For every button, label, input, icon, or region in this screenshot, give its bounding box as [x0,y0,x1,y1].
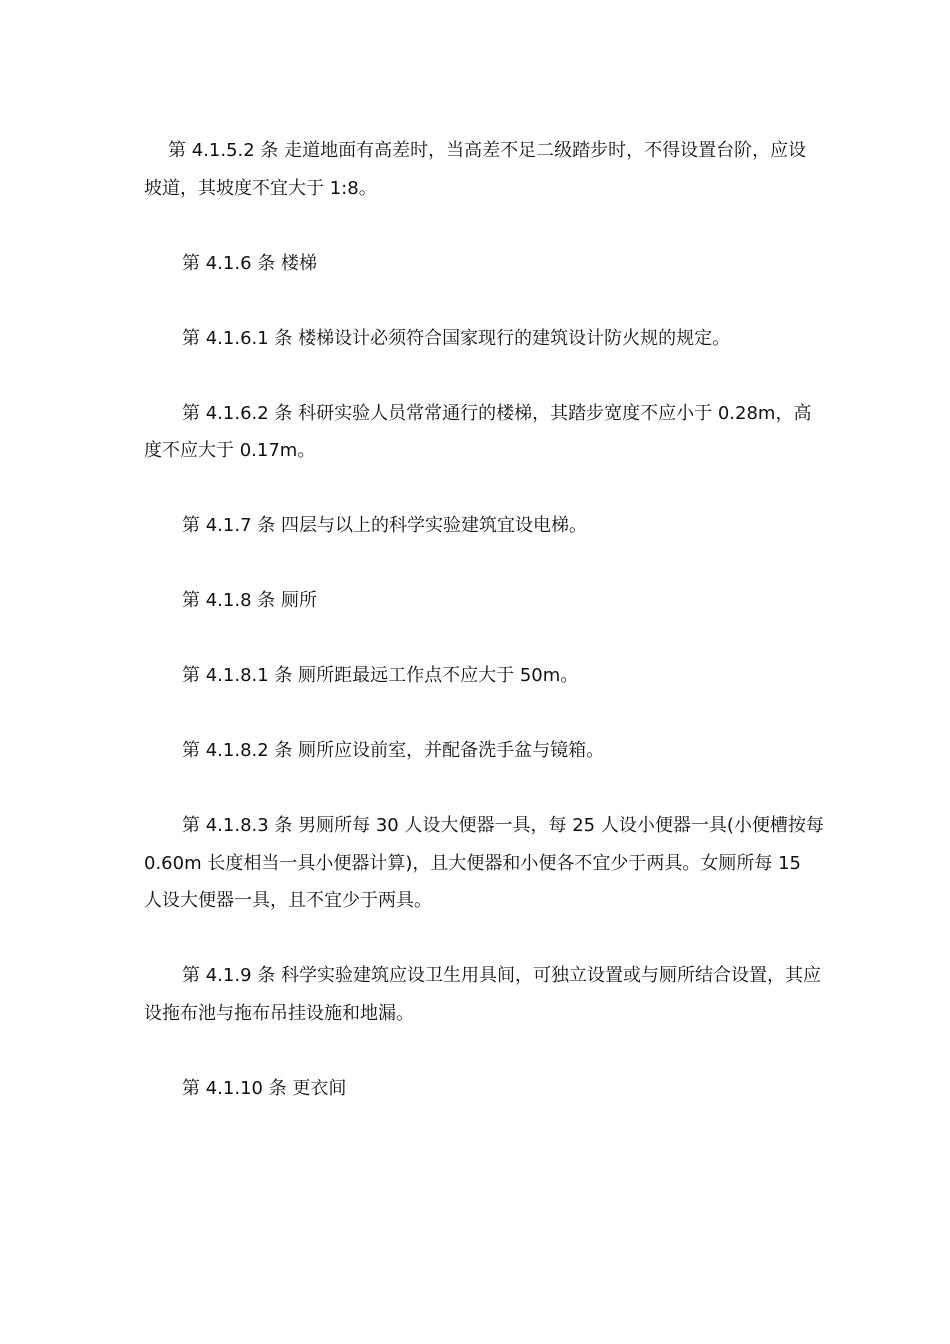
paragraph-4-1-8-1: 第 4.1.8.1 条 厕所距最远工作点不应大于 50m。 [182,665,579,686]
paragraph-4-1-7: 第 4.1.7 条 四层与以上的科学实验建筑宜设电梯。 [182,515,587,536]
paragraph-4-1-6-2: 第 4.1.6.2 条 科研实验人员常常通行的楼梯，其踏步宽度不应小于 0.28m，高度不应大于 0.17m。 [144,402,812,461]
document-body [144,132,824,1107]
paragraph-4-1-8: 第 4.1.8 条 厕所 [182,590,317,611]
paragraph-4-1-10: 第 4.1.10 条 更衣间 [182,1077,347,1099]
paragraph-4-1-8-3: 第 4.1.8.3 条 男厕所每 30 人设大便器一具，每 25 人设小便器一具(小便槽按每 0.60m 长度相当一具小便器计算)，且大便器和小便各不宜少于两具。女厕所每 15 人设大便器一具，且不宜少于两具。 [144,815,824,911]
paragraph-4-1-5-2: 第 4.1.5.2 条 走道地面有高差时，当高差不足二级踏步时，不得设置台阶，应设坡道，其坡度不宜大于 1:8。 [144,140,807,199]
paragraph-4-1-9: 第 4.1.9 条 科学实验建筑应设卫生用具间，可独立设置或与厕所结合设置，其应设拖布池与拖布吊挂设施和地漏。 [144,965,821,1024]
paragraph-4-1-6-1: 第 4.1.6.1 条 楼梯设计必须符合国家现行的建筑设计防火规的规定。 [182,327,731,349]
paragraph-4-1-8-2: 第 4.1.8.2 条 厕所应设前室，并配备洗手盆与镜箱。 [182,740,605,761]
paragraph-4-1-6: 第 4.1.6 条 楼梯 [182,252,317,274]
